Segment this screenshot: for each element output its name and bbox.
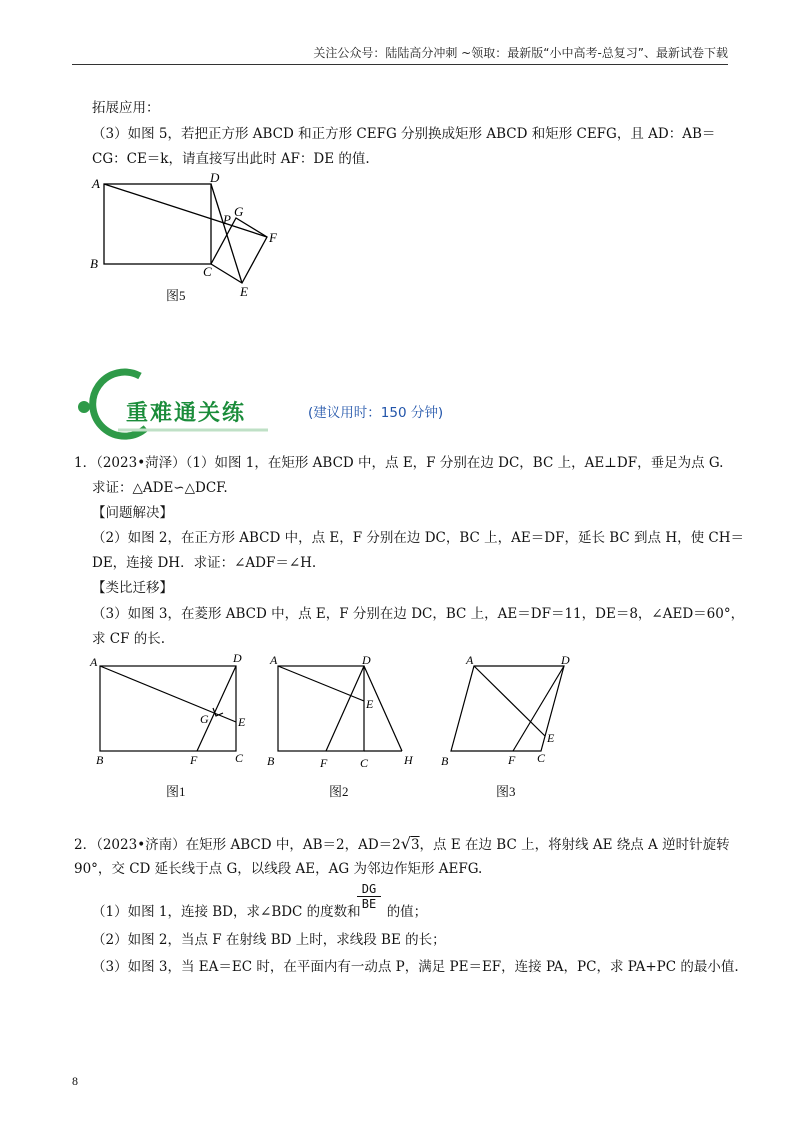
- extension-line-1: （3）如图 5，若把正方形 ABCD 和正方形 CEFG 分别换成矩形 ABCD 和矩形 CEFG，且 AD：AB＝: [92, 126, 716, 142]
- q1-line-8: 求 CF 的长.: [92, 631, 166, 647]
- q1-line-5: DE，连接 DH．求证：∠ADF＝∠H.: [92, 555, 317, 571]
- fig1-label-d: D: [233, 651, 242, 665]
- fig3-caption: 图3: [496, 784, 516, 799]
- fraction-numerator: DG: [357, 882, 381, 897]
- q2-line-1-start: 2．（2023•济南）在矩形 ABCD 中，AB＝2，AD＝2: [74, 837, 401, 853]
- fig2-label-e: E: [366, 697, 374, 711]
- fig2-label-a: A: [270, 653, 278, 667]
- fig3-label-e: E: [547, 731, 555, 745]
- q2-line-5: （3）如图 3，当 EA＝EC 时，在平面内有一动点 P，满足 PE＝EF，连接 PA，PC，求 PA+PC 的最小值.: [92, 959, 739, 975]
- fig5-label-f: F: [269, 230, 277, 245]
- fig2-caption: 图2: [329, 784, 349, 799]
- fig2-label-d: D: [362, 653, 371, 667]
- fig3-label-f: F: [508, 753, 516, 767]
- q2-line-4: （2）如图 2，当点 F 在射线 BD 上时，求线段 BE 的长；: [92, 932, 446, 948]
- fig3-label-d: D: [561, 653, 570, 667]
- q1-heading-analogy: 【类比迁移】: [92, 580, 173, 596]
- q1-line-4: （2）如图 2，在正方形 ABCD 中，点 E，F 分别在边 DC，BC 上，AE＝DF，延长 BC 到点 H，使 CH＝: [92, 530, 745, 546]
- fig2-label-b: B: [267, 754, 275, 768]
- fig1-label-g: G: [200, 712, 209, 726]
- fig1-caption: 图1: [166, 784, 186, 799]
- q1-heading-problem: 【问题解决】: [92, 505, 173, 521]
- fig5-label-p: P: [223, 212, 231, 227]
- fig5-label-g: G: [234, 204, 244, 219]
- q1-line-7: （3）如图 3，在菱形 ABCD 中，点 E，F 分别在边 DC，BC 上，AE＝DF＝11，DE＝8，∠AED＝60°，: [92, 606, 745, 622]
- section-title: 重难通关练: [126, 401, 247, 426]
- fig2-label-f: F: [320, 756, 328, 770]
- fig1-label-a: A: [90, 655, 98, 669]
- q2-line-1: [74, 836, 730, 853]
- fig5-label-d: D: [210, 170, 220, 185]
- q2-line-3-start: （1）如图 1，连接 BD，求∠BDC 的度数和: [92, 904, 361, 920]
- suggested-time: (建议用时：150 分钟): [308, 405, 444, 421]
- fig2-label-h: H: [404, 753, 413, 767]
- sqrt-symbol: √: [400, 834, 411, 853]
- fraction-dg-over-be: [357, 882, 381, 911]
- fig5-label-e: E: [240, 284, 248, 299]
- q2-line-2: 90°，交 CD 延长线于点 G，以线段 AE，AG 为邻边作矩形 AEFG.: [74, 861, 483, 877]
- extension-line-2: CG：CE＝k，请直接写出此时 AF：DE 的值.: [92, 151, 370, 167]
- q1-line-2: 求证：△ADE∽△DCF.: [92, 480, 228, 496]
- fig3-label-b: B: [441, 754, 449, 768]
- fig5-label-a: A: [92, 176, 100, 191]
- page-header: 关注公众号：陆陆高分冲刺 ~领取：最新版“小中高考-总复习”、最新试卷下载: [72, 44, 728, 65]
- q1-line-1: 1．（2023•菏泽）（1）如图 1，在矩形 ABCD 中，点 E，F 分别在边 DC，BC 上，AE⊥DF，垂足为点 G.: [74, 455, 724, 471]
- sqrt-radicand: 3: [410, 837, 420, 853]
- fig1-label-e: E: [238, 715, 246, 729]
- fig5-caption: 图5: [166, 288, 186, 303]
- fraction-denominator: BE: [361, 897, 377, 911]
- fig1-label-f: F: [190, 753, 198, 767]
- page-number: 8: [72, 1074, 78, 1088]
- fig2-label-c: C: [360, 756, 369, 770]
- fig1-label-c: C: [235, 751, 244, 765]
- extension-heading: 拓展应用：: [92, 100, 160, 116]
- fig3-label-c: C: [537, 751, 546, 765]
- fig3-label-a: A: [466, 653, 474, 667]
- q2-line-3-end: 的值；: [386, 904, 428, 920]
- fig5-label-c: C: [203, 264, 212, 279]
- q2-line-1-end: ，点 E 在边 BC 上，将射线 AE 绕点 A 逆时针旋转: [419, 837, 730, 853]
- fig1-label-b: B: [96, 753, 104, 767]
- fig5-label-b: B: [90, 256, 98, 271]
